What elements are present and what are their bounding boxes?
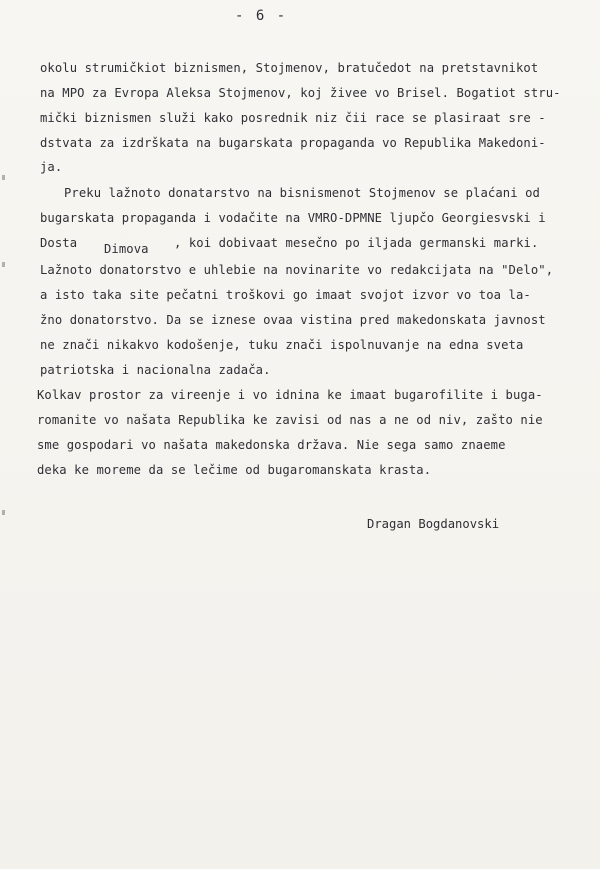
body-line: dstvata za izdrškata na bugarskata propaganda vo Republika Makedoni- <box>40 136 546 150</box>
body-line: ne znači nikakvo kodošenje, tuku znači ispolnuvanje na edna sveta <box>40 338 524 352</box>
handwritten-name: Dimova <box>104 242 149 256</box>
body-line: na MPO za Evropa Aleksa Stojmenov, koj živee vo Brisel. Bogatiot stru- <box>40 86 561 100</box>
body-line: deka ke moreme da se lečime od bugaromanskata krasta. <box>37 463 432 477</box>
body-line: Lažnoto donatorstvo e uhlebie na novinarite vo redakcijata na "Delo", <box>40 263 554 277</box>
signature: Dragan Bogdanovski <box>367 517 500 531</box>
margin-mark <box>2 262 5 267</box>
margin-mark <box>2 175 5 180</box>
body-line: bugarskata propaganda i vodačite na VMRO-DPMNE ljupčo Georgiesvski i <box>40 211 546 225</box>
margin-mark <box>2 510 5 515</box>
body-line: sme gospodari vo našata makedonska država. Nie sega samo znaeme <box>37 438 506 452</box>
body-line: okolu strumičkiot biznismen, Stojmenov, bratučedot na pretstavnikot <box>40 61 539 75</box>
body-line: Preku lažnoto donatarstvo na bisnismenot Stojmenov se plaćani od <box>64 186 540 200</box>
body-line: žno donatorstvo. Da se iznese ovaa vistina pred makedonskata javnost <box>40 313 546 327</box>
body-line: romanite vo našata Republika ke zavisi od nas a ne od niv, zašto nie <box>37 413 543 427</box>
body-line: Dosta <box>40 236 78 250</box>
body-line: patriotska i nacionalna zadača. <box>40 363 271 377</box>
body-line: , koi dobivaat mesečno po iljada germanski marki. <box>174 236 539 250</box>
body-line: a isto taka site pečatni troškovi go imaat svojot izvor vo toa la- <box>40 288 531 302</box>
body-line: ja. <box>40 160 63 174</box>
body-line: Kolkav prostor za vireenje i vo idnina ke imaat bugarofilite i buga- <box>37 388 543 402</box>
body-line: mički biznismen služi kako posrednik niz čii race se plasiraat sre - <box>40 111 546 125</box>
page-number: - 6 - <box>235 8 288 24</box>
